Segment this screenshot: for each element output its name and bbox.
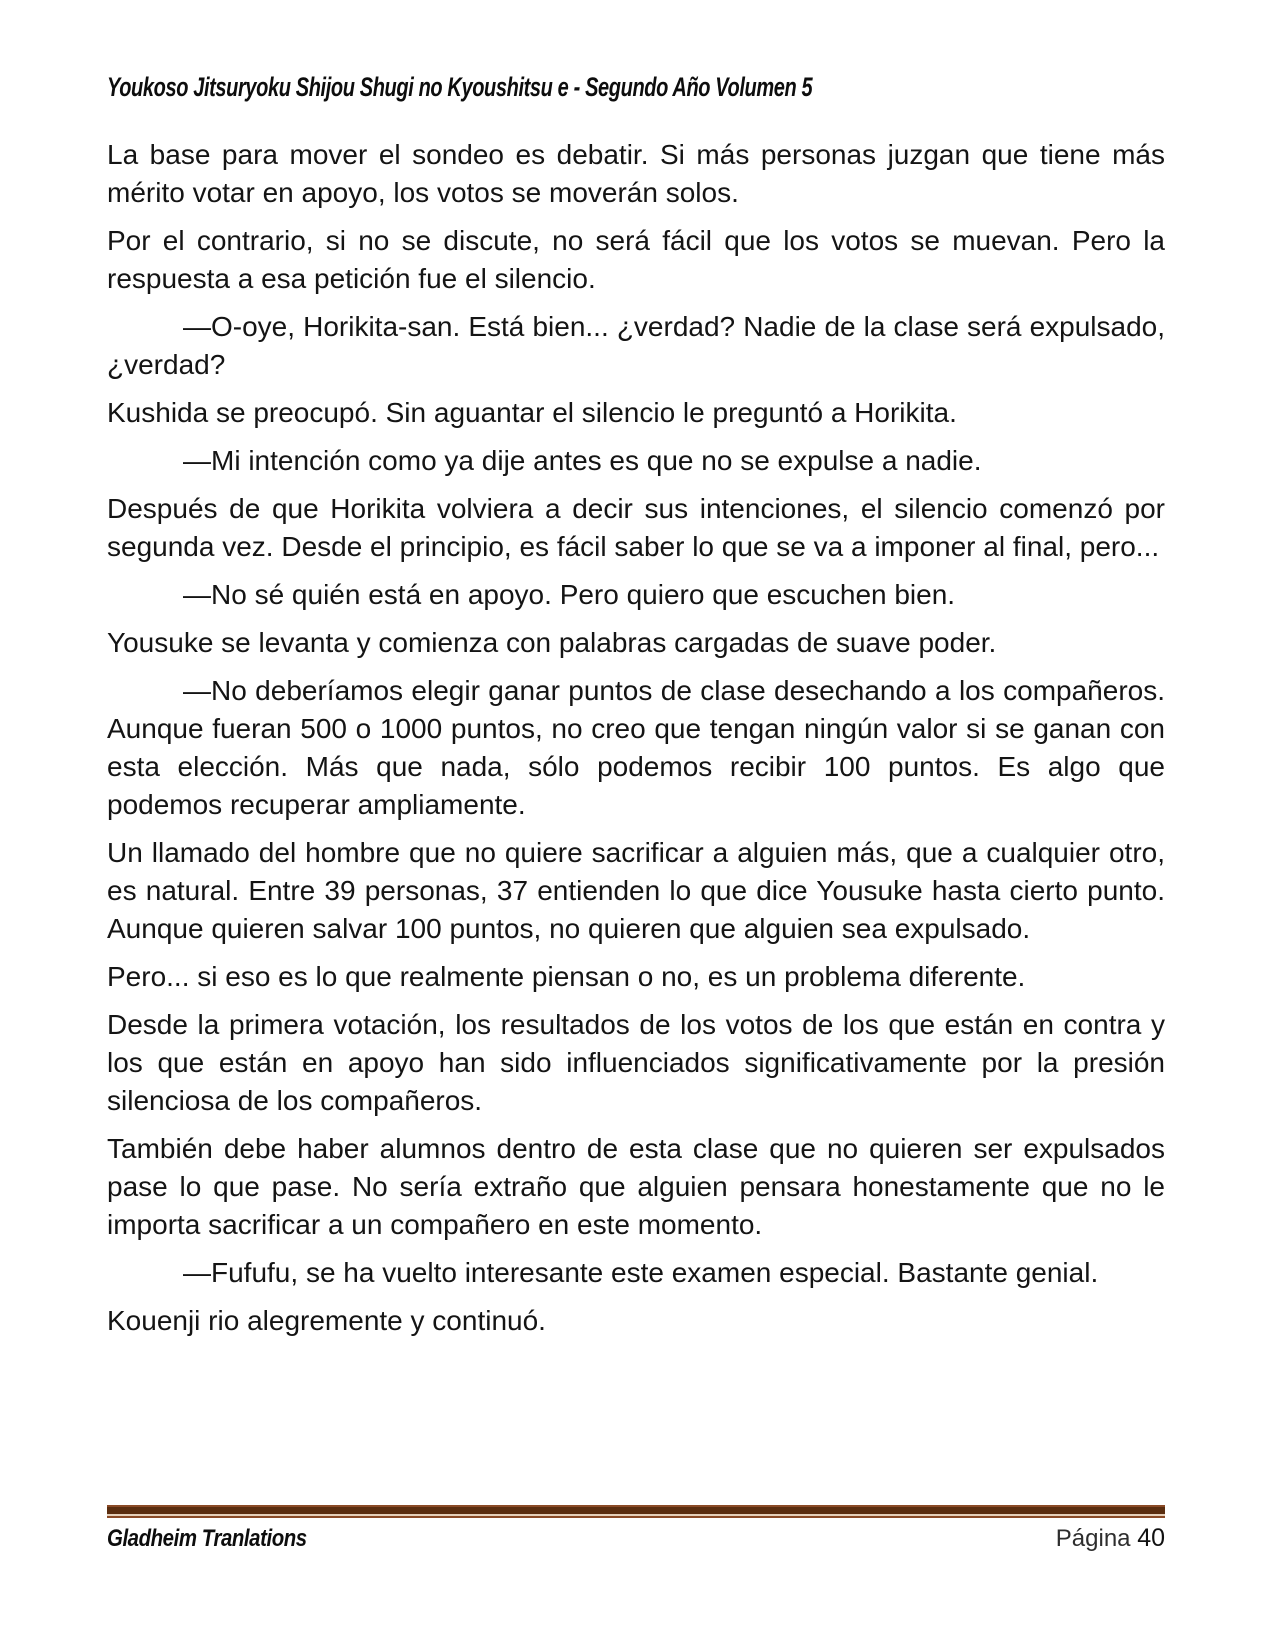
footer-divider xyxy=(107,1505,1165,1518)
paragraph: La base para mover el sondeo es debatir. Si más personas juzgan que tiene más mérito votar en apoyo, los votos se moverán solos. xyxy=(107,139,1165,208)
page-footer xyxy=(107,1524,1165,1553)
paragraph: Después de que Horikita volviera a decir sus intenciones, el silencio comenzó por segunda vez. Desde el principio, es fácil saber lo que se va a imponer al final, pero... xyxy=(107,493,1165,562)
page-number-label: Página xyxy=(1055,1525,1131,1552)
paragraph: Yousuke se levanta y comienza con palabras cargadas de suave poder. xyxy=(107,627,997,658)
paragraph: Desde la primera votación, los resultados de los votos de los que están en contra y los que están en apoyo han sido influenciados significativamente por la presión silenciosa de los compañeros. xyxy=(107,1009,1165,1116)
paragraph: Kouenji rio alegremente y continuó. xyxy=(107,1305,546,1336)
document-title: Youkoso Jitsuryoku Shijou Shugi no Kyoushitsu e - Segundo Año Volumen 5 xyxy=(107,72,813,102)
dialog-paragraph: —Fufufu, se ha vuelto interesante este examen especial. Bastante genial. xyxy=(183,1257,1099,1288)
dialog-paragraph: —No sé quién está en apoyo. Pero quiero que escuchen bien. xyxy=(183,579,956,610)
page-number xyxy=(1056,1524,1165,1553)
paragraph: Kushida se preocupó. Sin aguantar el silencio le preguntó a Horikita. xyxy=(107,397,957,428)
paragraph: Un llamado del hombre que no quiere sacrificar a alguien más, que a cualquier otro, es natural. Entre 39 personas, 37 entienden lo que dice Yousuke hasta cierto punto. Aunque quieren salvar 100 puntos, no quieren que alguien sea expulsado. xyxy=(107,837,1165,944)
body-text xyxy=(107,136,1165,1350)
paragraph: Pero... si eso es lo que realmente piensan o no, es un problema diferente. xyxy=(107,961,1026,992)
page-number-value: 40 xyxy=(1137,1524,1165,1552)
paragraph: Por el contrario, si no se discute, no será fácil que los votos se muevan. Pero la respuesta a esa petición fue el silencio. xyxy=(107,225,1165,294)
dialog-paragraph: —Mi intención como ya dije antes es que no se expulse a nadie. xyxy=(183,445,982,476)
dialog-paragraph: —No deberíamos elegir ganar puntos de clase desechando a los compañeros. Aunque fueran 500 o 1000 puntos, no creo que tengan ningún valor si se ganan con esta elección. Más que nada, sólo podemos recibir 100 puntos. Es algo que podemos recuperar ampliamente. xyxy=(107,675,1165,820)
page-header xyxy=(107,72,1060,103)
paragraph: También debe haber alumnos dentro de esta clase que no quieren ser expulsados pase lo que pase. No sería extraño que alguien pensara honestamente que no le importa sacrificar a un compañero en este momento. xyxy=(107,1133,1165,1240)
translator-credit: Gladheim Tranlations xyxy=(107,1525,307,1552)
dialog-paragraph: —O-oye, Horikita-san. Está bien... ¿verdad? Nadie de la clase será expulsado, ¿verdad? xyxy=(107,311,1165,380)
